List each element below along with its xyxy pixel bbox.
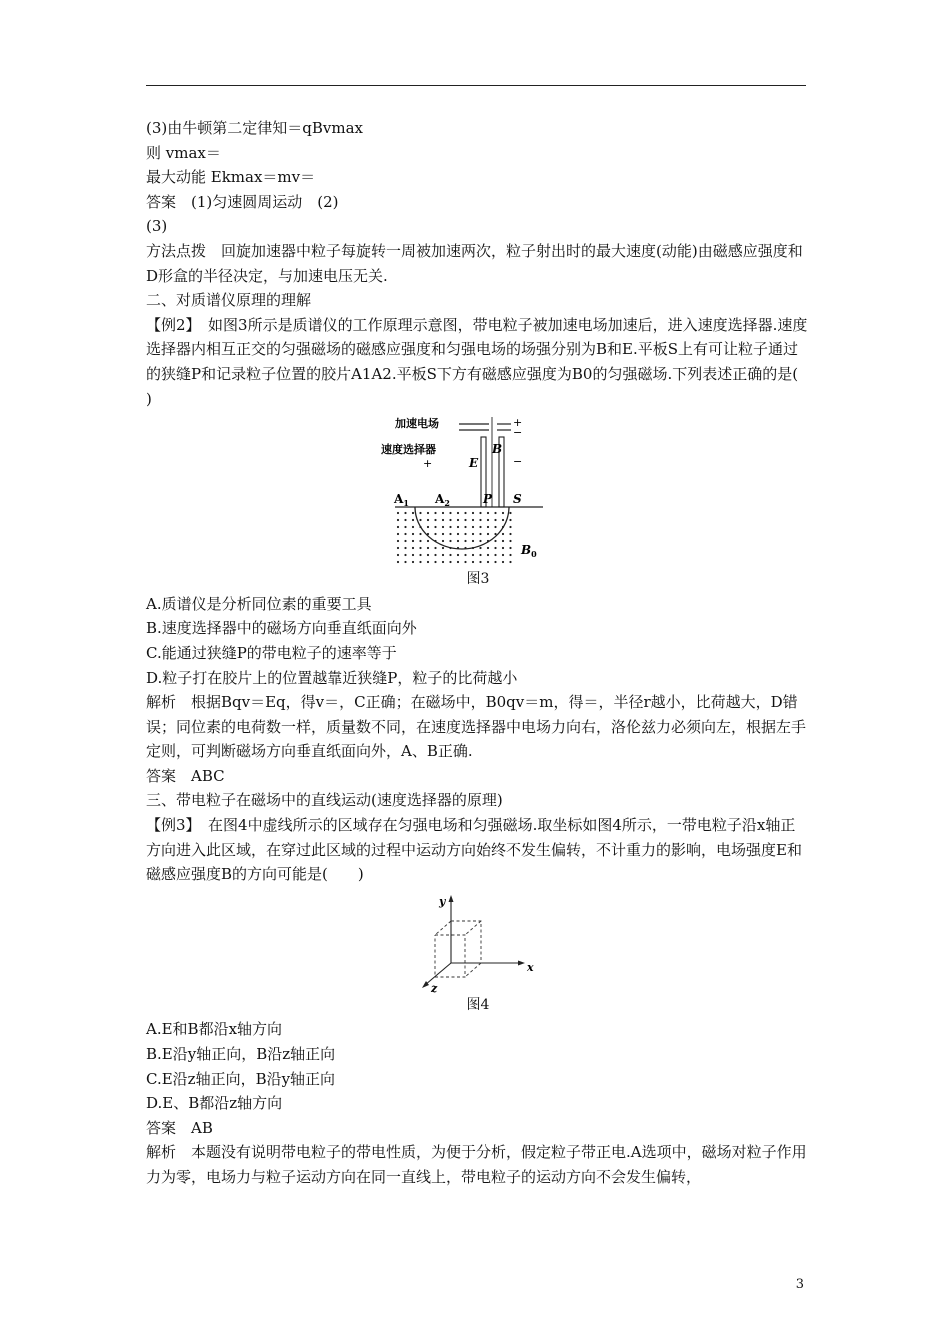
label-S: S — [513, 492, 522, 507]
option-item: B.E沿y轴正向，B沿z轴正向 — [146, 1045, 336, 1064]
example-question: 【例3】 在图4中虚线所示的区域存在匀强电场和匀强磁场.取坐标如图4所示，一带电粒子沿x轴正方向进入此区域，在穿过此区域的过程中运动方向始终不发生偏转，不计重力的影响，电场强度E和磁感应强度B的方向可能是( ) — [146, 816, 802, 884]
section-heading: 三、带电粒子在磁场中的直线运动(速度选择器的原理) — [146, 791, 503, 810]
options-list — [146, 592, 810, 690]
answer-line: 答案 AB — [146, 1118, 213, 1137]
text-line: (3)由牛顿第二定律知＝qBvmax — [146, 119, 363, 137]
label-minus-top: − — [513, 426, 523, 440]
label-plus-top: + — [513, 416, 523, 430]
label-minus-right: − — [513, 455, 523, 469]
label-z: z — [431, 981, 438, 995]
text-line: (3) — [146, 217, 168, 236]
page-number: 3 — [795, 1277, 804, 1292]
option-item: C.能通过狭缝P的带电粒子的速率等于 — [146, 643, 397, 662]
label-x: x — [527, 960, 534, 974]
label-A2: $A_2$ — [435, 492, 450, 509]
figure-4 — [146, 893, 810, 1018]
option-item: A.E和B都沿x轴方向 — [146, 1020, 283, 1039]
option-item: D.粒子打在胶片上的位置越靠近狭缝P，粒子的比荷越小 — [146, 668, 518, 687]
example-question: 【例2】 如图3所示是质谱仪的工作原理示意图，带电粒子被加速电场加速后，进入速度选择器.速度选择器内相互正交的匀强磁场的磁感应强度和匀强电场的场强分别为B和E.平板S上有可让粒子通过的狭缝P和记录粒子位置的胶片A1A2.平板S下方有磁感应强度为B0的匀强磁场.下列表述正确的是( ) — [146, 315, 829, 408]
option-item: B.速度选择器中的磁场方向垂直纸面向外 — [146, 619, 417, 638]
text-line: 最大动能 Ekmax＝mv＝ — [146, 168, 316, 187]
header-rule — [146, 85, 806, 86]
label-E: E — [469, 456, 479, 471]
label-y: y — [439, 894, 446, 908]
answer-line: 答案 ABC — [146, 766, 225, 785]
document-body — [146, 116, 829, 1190]
label-plus-left: + — [423, 457, 433, 471]
option-item: C.E沿z轴正向，B沿y轴正向 — [146, 1069, 336, 1088]
figure-caption: 图4 — [466, 996, 490, 1013]
mass-spectrometer-diagram — [381, 416, 563, 567]
option-item: D.E、B都沿z轴方向 — [146, 1094, 283, 1113]
text-line: 则 vmax＝ — [146, 143, 221, 162]
figure-caption: 图3 — [466, 571, 490, 588]
figure-3 — [146, 417, 810, 592]
label-A1: $A_1$ — [394, 492, 409, 509]
analysis-paragraph: 解析 根据Bqv＝Eq，得v＝，C正确；在磁场中，B0qv＝m，得＝，半径r越小，比荷越大，D错误；同位素的电荷数一样，质量数不同，在速度选择器中电场力向右，洛伦兹力必须向左，根据左手定则，可判断磁场方向垂直纸面向外，A、B正确. — [146, 693, 807, 761]
options-list — [146, 1017, 810, 1115]
answer-line: 答案 (1)匀速圆周运动 (2) — [146, 192, 339, 211]
label-B0: $B_0$ — [521, 543, 537, 560]
option-item: A.质谱仪是分析同位素的重要工具 — [146, 594, 372, 613]
label-B: B — [492, 442, 503, 457]
label-accelerating-field: 加速电场 — [395, 417, 439, 431]
coordinate-diagram — [413, 893, 543, 993]
section-heading: 二、对质谱仪原理的理解 — [146, 291, 312, 310]
label-P: P — [483, 492, 493, 507]
method-tip: 方法点拨 回旋加速器中粒子每旋转一周被加速两次，粒子射出时的最大速度(动能)由磁感应强度和D形盒的半径决定，与加速电压无关. — [146, 241, 803, 285]
analysis-paragraph: 解析 本题没有说明带电粒子的带电性质，为便于分析，假定粒子带正电.A选项中，磁场对粒子作用力为零，电场力与粒子运动方向在同一直线上，带电粒子的运动方向不会发生偏转， — [146, 1143, 807, 1186]
label-velocity-selector: 速度选择器 — [381, 443, 436, 457]
